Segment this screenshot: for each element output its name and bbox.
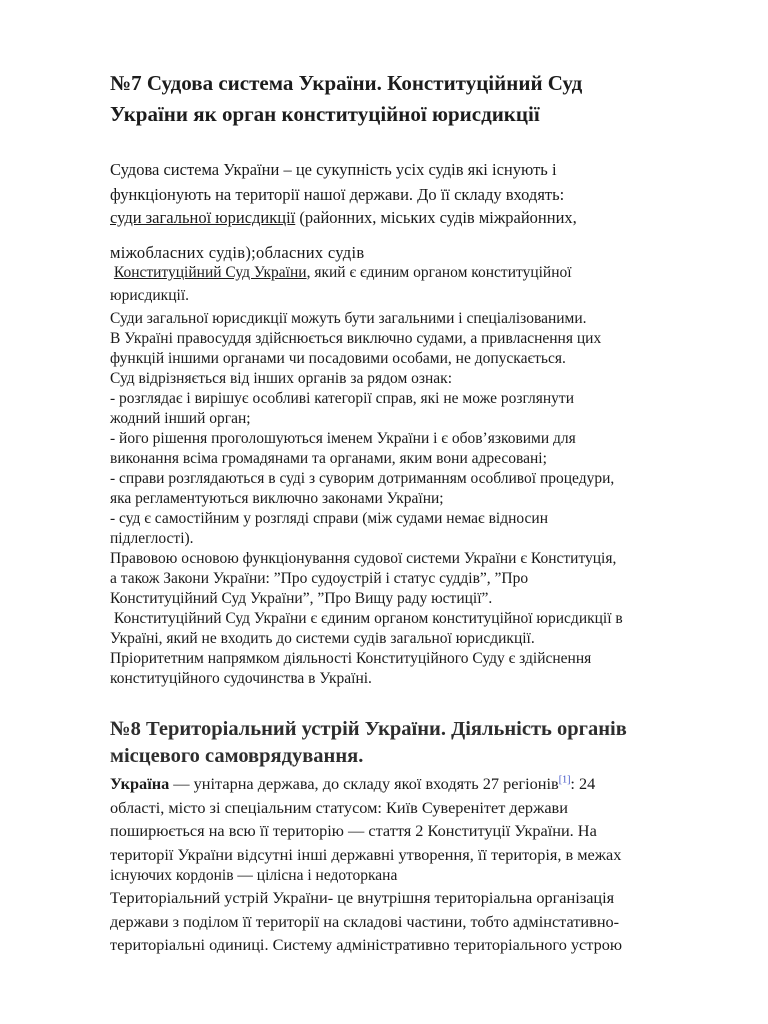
courts-line: [110, 206, 710, 231]
body-line: - суд є самостійним у розгляді справи (між судами немає відносин: [110, 510, 548, 527]
body-line: В Україні правосуддя здійснюється виключно судами, а привласнення цих: [110, 330, 602, 347]
body-line: функцій іншими органами чи посадовими особами, не допускається.: [110, 350, 566, 367]
courts-rest: (районних, міських судів міжрайонних,: [295, 208, 577, 227]
section8-title-line2: місцевого самоврядування.: [110, 745, 364, 767]
body-line: Правовою основою функціонування судової системи України є Конституція,: [110, 550, 617, 567]
section8-line: поширюється на всю її територію — стаття 2 Конституції України. На: [110, 821, 597, 840]
section8-line: території України відсутні інші державні утворення, її територія, в межах: [110, 844, 622, 864]
body-line: Суд відрізняється від інших органів за рядом ознак:: [110, 370, 453, 387]
cc-rest: , який є єдиним органом конституційної: [306, 264, 572, 281]
constitutional-court-paragraph: [110, 263, 710, 306]
section8-title: [110, 716, 710, 770]
intro-line: Судова система України – це сукупність усіх судів які існують і: [110, 160, 557, 179]
p1-rest: — унітарна держава, до складу якої входять 27 регіонів: [169, 774, 559, 793]
section7-title-line2: України як орган конституційної юрисдикції: [110, 102, 540, 126]
cc-line: [110, 263, 710, 283]
section7-intro: [110, 158, 710, 207]
section7-title: [110, 68, 710, 130]
constitutional-court-link[interactable]: Конституційний Суд України: [113, 264, 307, 281]
body-line: а також Закони України: ”Про судоустрій і статус суддів”, ”Про: [110, 570, 529, 587]
footnote-ref-link[interactable]: [1]: [558, 774, 571, 786]
body-line: Пріоритетним напрямком діяльності Конституційного Суду є здійснення: [110, 650, 592, 667]
section8-line: існуючих кордонів — цілісна і недоторкана: [110, 867, 398, 884]
general-courts-link[interactable]: суди загальної юрисдикції: [110, 208, 296, 227]
section8-line: держави з поділом її території на складові частини, тобто адмінстативно-: [110, 911, 620, 931]
section7-body: [110, 309, 730, 689]
courts-line2: міжобласних судів);обласних судів: [110, 242, 365, 262]
section8-body: [110, 772, 730, 957]
body-line: - розглядає і вирішує особливі категорії справ, які не може розглянути: [110, 390, 575, 407]
body-line: Конституційний Суд України є єдиним органом конституційної юрисдикції в: [110, 610, 623, 627]
ukraine-bold: Україна: [110, 774, 170, 793]
cc-line2: юрисдикції.: [110, 287, 189, 304]
body-line: - його рішення проголошуються іменем України і є обов’язковими для: [110, 430, 576, 447]
body-line: яка регламентуються виключно законами України;: [110, 490, 444, 507]
body-line: Суди загальної юрисдикції можуть бути загальними і спеціалізованими.: [110, 310, 587, 327]
body-line: конституційного судочинства в Україні.: [110, 670, 372, 687]
section8-line: області, місто зі спеціальним статусом: Київ Суверенітет держави: [110, 797, 568, 817]
section7-title-line1: №7 Судова система України. Конституційний Суд: [110, 71, 583, 95]
body-line: Україні, який не входить до системи судів загальної юрисдикції.: [110, 630, 535, 647]
section8-first-line: [110, 772, 730, 796]
courts-paragraph: [110, 206, 710, 265]
body-line: жодний інший орган;: [110, 410, 251, 427]
section8-line: Територіальний устрій України- це внутрішня територіальна організація: [110, 888, 615, 907]
body-line: виконання всіма громадянами та органами, яким вони адресовані;: [110, 450, 547, 467]
body-line: підлеглості).: [110, 530, 194, 547]
section8-line: територіальні одиниці. Систему адміністративно територіального устрою: [110, 935, 623, 954]
body-line: Конституційний Суд України”, ”Про Вищу раду юстиції”.: [110, 590, 493, 607]
intro-line: функціонують на території нашої держави. До її складу входять:: [110, 184, 565, 204]
p1-tail: : 24: [570, 774, 596, 793]
section8-title-line1: №8 Територіальний устрій України. Діяльність органів: [110, 718, 627, 740]
body-line: - справи розглядаються в суді з суворим дотриманням особливої процедури,: [110, 470, 615, 487]
